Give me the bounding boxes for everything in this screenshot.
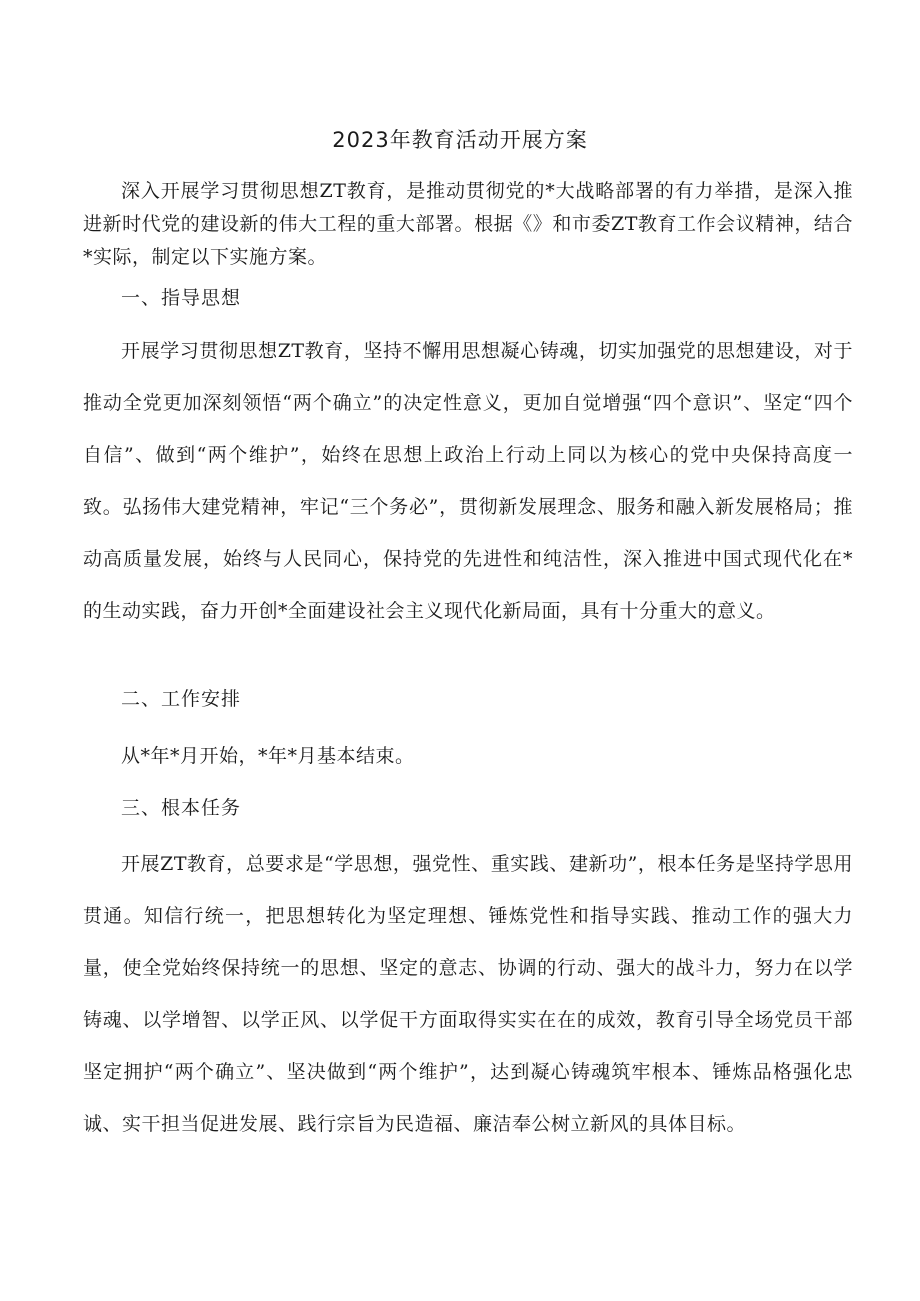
section-heading-work-arrangement: 二、工作安排 [121,688,242,710]
intro-paragraph: 深入开展学习贯彻思想ZT教育，是推动贯彻党的*大战略部署的有力举措，是深入推进新时代党的建设新的伟大工程的重大部署。根据《》和市委ZT教育工作会议精神，结合*实际，制定以下实施方案。 [83,180,853,268]
section-body-fundamental-task: 开展ZT教育，总要求是“学思想，强党性、重实践、建新功”，根本任务是坚持学思用贯通。知信行统一，把思想转化为坚定理想、锤炼党性和指导实践、推动工作的强大力量，使全党始终保持统一的思想、坚定的意志、协调的行动、强大的战斗力，努力在以学铸魂、以学增智、以学正风、以学促干方面取得实实在在的成效，教育引导全场党员干部坚定拥护“两个确立”、坚决做到“两个维护”，达到凝心铸魂筑牢根本、锤炼品格强化忠诚、实干担当促进发展、践行宗旨为民造福、廉洁奉公树立新风的具体目标。 [83,853,853,1135]
section-heading-guiding-thought: 一、指导思想 [121,287,242,309]
section-body-guiding-thought: 开展学习贯彻思想ZT教育，坚持不懈用思想凝心铸魂，切实加强党的思想建设，对于推动全党更加深刻领悟“两个确立”的决定性意义，更加自觉增强“四个意识”、坚定“四个自信”、做到“两个维护”，始终在思想上政治上行动上同以为核心的党中央保持高度一致。弘扬伟大建党精神，牢记“三个务必”，贯彻新发展理念、服务和融入新发展格局；推动高质量发展，始终与人民同心，保持党的先进性和纯洁性，深入推进中国式现代化在*的生动实践，奋力开创*全面建设社会主义现代化新局面，具有十分重大的意义。 [83,340,853,622]
section-heading-fundamental-task: 三、根本任务 [121,797,242,819]
document-title: 2023年教育活动开展方案 [332,128,588,152]
section-body-work-arrangement: 从*年*月开始，*年*月基本结束。 [121,745,415,767]
